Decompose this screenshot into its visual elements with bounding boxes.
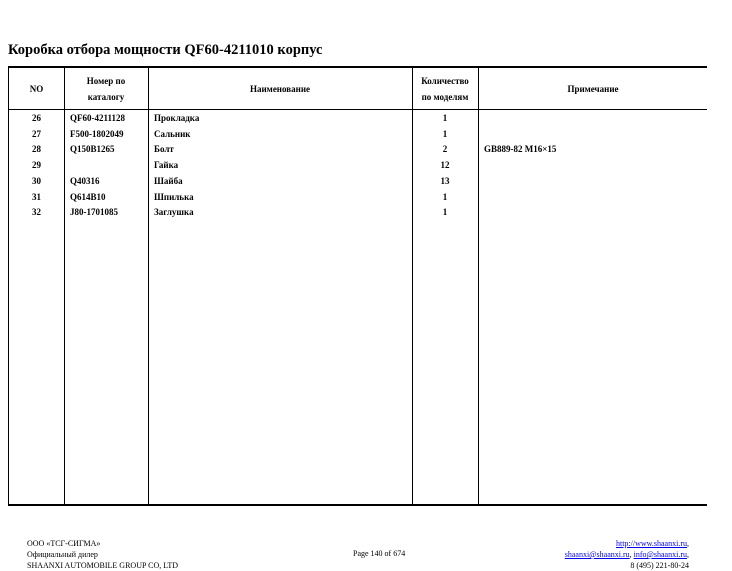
footer-group: SHAANXI AUTOMOBILE GROUP CO, LTD	[27, 561, 179, 570]
cell-name: Прокладка	[154, 113, 200, 123]
header-catalog-line2: каталогу	[87, 91, 125, 102]
header-catalog-line1: Номер по	[86, 75, 126, 86]
phone-number: 8 (495) 221-80-24	[630, 561, 689, 570]
email-link-info[interactable]: info@shaanxi.ru	[633, 550, 687, 559]
header-catalog	[64, 68, 148, 109]
table-row	[9, 192, 707, 208]
footer-contacts	[565, 538, 689, 571]
punctuation: ,	[687, 539, 689, 548]
header-no: NO	[29, 83, 44, 94]
cell-no: 31	[32, 191, 41, 202]
footer-company-name: ООО «ТСГ-СИГМА»	[27, 539, 101, 548]
cell-qty: 1	[442, 113, 448, 123]
parts-table	[8, 66, 707, 506]
header-qty-line2: по моделям	[421, 91, 469, 102]
cell-name: Сальник	[154, 128, 191, 139]
table-row	[9, 144, 707, 160]
table-row	[9, 113, 707, 129]
cell-qty: 1	[442, 191, 448, 202]
cell-qty: 1	[442, 207, 448, 218]
cell-qty: 13	[440, 175, 450, 186]
cell-catalog: Q614B10	[70, 191, 106, 202]
cell-catalog: Q40316	[70, 175, 100, 186]
cell-name: Заглушка	[154, 207, 194, 218]
footer-company	[27, 538, 178, 571]
cell-qty: 1	[442, 128, 448, 139]
punctuation: ,	[687, 550, 689, 559]
cell-name: Болт	[154, 144, 174, 155]
cell-catalog: F500-1802049	[70, 128, 124, 139]
cell-catalog: J80-1701085	[70, 207, 118, 218]
header-note: Примечание	[567, 83, 619, 94]
cell-no: 26	[32, 113, 41, 123]
cell-catalog: Q150B1265	[70, 144, 115, 155]
website-link[interactable]: http://www.shaanxi.ru	[615, 539, 687, 548]
page-number: Page 140 of 674	[353, 549, 406, 558]
cell-qty: 2	[442, 144, 448, 155]
header-qty	[412, 68, 478, 109]
email-link-sales[interactable]: shaanxi@shaanxi.ru	[564, 550, 630, 559]
cell-name: Шпилька	[154, 191, 194, 202]
cell-no: 32	[32, 207, 41, 218]
cell-no: 29	[32, 160, 41, 171]
cell-note: GB889-82 M16×15	[484, 144, 557, 155]
table-row	[9, 160, 707, 176]
punctuation: ,	[629, 550, 634, 559]
cell-name: Гайка	[154, 160, 179, 171]
table-row	[9, 207, 707, 223]
footer-dealer: Официальный дилер	[27, 550, 98, 559]
page-title: Коробка отбора мощности QF60-4211010 корпус	[8, 42, 323, 58]
cell-qty: 12	[440, 160, 450, 171]
header-qty-line1: Количество	[421, 75, 469, 86]
table-row	[9, 176, 707, 192]
cell-no: 27	[32, 128, 41, 139]
header-name: Наименование	[250, 83, 310, 94]
cell-catalog: QF60-4211128	[70, 113, 126, 123]
cell-no: 28	[32, 144, 41, 155]
table-row	[9, 129, 707, 145]
cell-name: Шайба	[154, 175, 183, 186]
cell-no: 30	[32, 175, 41, 186]
header-divider	[9, 109, 707, 110]
